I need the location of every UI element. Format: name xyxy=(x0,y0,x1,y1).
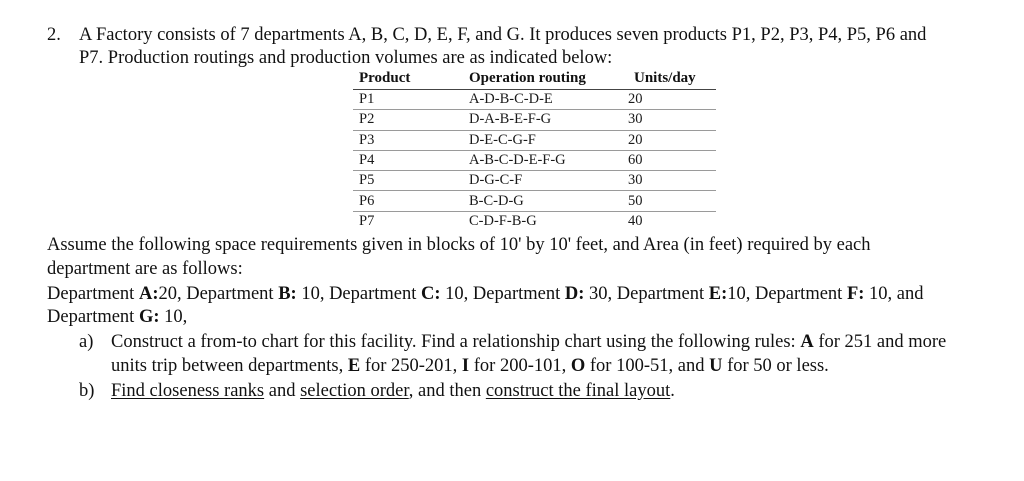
part-a-text: units trip between departments, xyxy=(111,356,348,376)
cell-units: 20 xyxy=(618,90,716,110)
cell-routing: D-G-C-F xyxy=(463,171,618,191)
dept-c-label: C: xyxy=(421,284,441,304)
dept-prefix: Department xyxy=(47,307,139,327)
dept-prefix: Department xyxy=(47,284,139,304)
part-a-text: for 200-101, xyxy=(469,356,571,376)
rating-o: O xyxy=(570,356,586,376)
dept-prefix: Department xyxy=(472,284,565,304)
table-header-row xyxy=(353,68,716,90)
table-row xyxy=(353,171,716,191)
cell-units: 30 xyxy=(618,171,716,191)
part-a-marker: a) xyxy=(79,332,94,352)
cell-routing: B-C-D-G xyxy=(463,191,618,211)
cell-routing: A-B-C-D-E-F-G xyxy=(463,150,618,170)
rating-i: I xyxy=(461,356,470,376)
cell-units: 60 xyxy=(618,150,716,170)
dept-g-label: G: xyxy=(138,307,160,327)
header-units-per-day: Units/day xyxy=(618,68,716,90)
dept-f-value: 10, and xyxy=(864,284,924,304)
cell-product: P4 xyxy=(353,150,463,170)
space-line-2: department are as follows: xyxy=(47,259,243,279)
question-number: 2. xyxy=(47,25,61,45)
cell-units: 30 xyxy=(618,110,716,130)
part-b-text: . xyxy=(670,381,675,401)
cell-product: P5 xyxy=(353,171,463,191)
cell-routing: D-E-C-G-F xyxy=(463,130,618,150)
rating-u: U xyxy=(709,356,723,376)
dept-a-value: 20, xyxy=(158,284,187,304)
table-row xyxy=(353,110,716,130)
part-a-line-1 xyxy=(111,331,946,353)
table-row xyxy=(353,90,716,110)
dept-c-value: 10, xyxy=(440,284,473,304)
part-a-text: for 100-51, and xyxy=(585,356,710,376)
part-a-text: for 50 or less. xyxy=(722,356,829,376)
dept-d-label: D: xyxy=(564,284,585,304)
header-product: Product xyxy=(353,68,463,90)
intro-line-1: A Factory consists of 7 departments A, B, C, D, E, F, and G. It produces seven products P1, P2, P3, P4, P5, P6 and xyxy=(79,25,927,45)
rating-a: A xyxy=(800,332,814,352)
dept-f-label: F: xyxy=(846,284,865,304)
space-line-1: Assume the following space requirements given in blocks of 10' by 10' feet, and Area (in feet) required by each xyxy=(47,235,871,255)
header-operation-routing: Operation routing xyxy=(463,68,618,90)
part-b-text: and xyxy=(264,381,301,401)
dept-prefix: Department xyxy=(329,284,422,304)
dept-b-label: B: xyxy=(278,284,297,304)
dept-d-value: 30, xyxy=(584,284,617,304)
part-b-line xyxy=(111,380,675,402)
dept-g-value: 10, xyxy=(159,307,188,327)
cell-routing: D-A-B-E-F-G xyxy=(463,110,618,130)
closeness-ranks-text: Find closeness ranks xyxy=(111,381,265,401)
rating-e: E xyxy=(347,356,361,376)
cell-product: P6 xyxy=(353,191,463,211)
selection-order-text: selection order xyxy=(300,381,409,401)
part-a-text: for 250-201, xyxy=(360,356,462,376)
cell-routing: C-D-F-B-G xyxy=(469,212,537,229)
cell-routing: A-D-B-C-D-E xyxy=(463,90,618,110)
table-row xyxy=(353,191,716,211)
dept-a-label: A: xyxy=(138,284,159,304)
dept-b-value: 10, xyxy=(296,284,330,304)
department-areas-line-2 xyxy=(47,306,187,328)
table-row xyxy=(353,211,716,231)
cell-product: P7 xyxy=(359,212,375,229)
cell-product: P1 xyxy=(353,90,463,110)
cell-units: 40 xyxy=(628,212,643,229)
part-a-line-2 xyxy=(111,355,829,377)
routing-table xyxy=(353,68,716,231)
dept-prefix: Department xyxy=(186,284,279,304)
cell-product: P2 xyxy=(353,110,463,130)
table-row xyxy=(353,150,716,170)
part-b-text: , and then xyxy=(408,381,486,401)
table-row xyxy=(353,130,716,150)
final-layout-text: construct the final layout xyxy=(485,381,671,401)
cell-product: P3 xyxy=(353,130,463,150)
dept-prefix: Department xyxy=(754,284,847,304)
cell-units: 50 xyxy=(618,191,716,211)
department-areas-line-1 xyxy=(47,283,924,305)
part-a-text: for 251 and more xyxy=(813,332,947,352)
dept-prefix: Department xyxy=(616,284,709,304)
dept-e-value: 10, xyxy=(727,284,755,304)
dept-e-label: E: xyxy=(708,284,728,304)
intro-line-2: P7. Production routings and production volumes are as indicated below: xyxy=(79,48,613,68)
part-b-marker: b) xyxy=(79,381,95,401)
cell-units: 20 xyxy=(618,130,716,150)
part-a-text: Construct a from-to chart for this facility. Find a relationship chart using the following rules: xyxy=(111,332,801,352)
